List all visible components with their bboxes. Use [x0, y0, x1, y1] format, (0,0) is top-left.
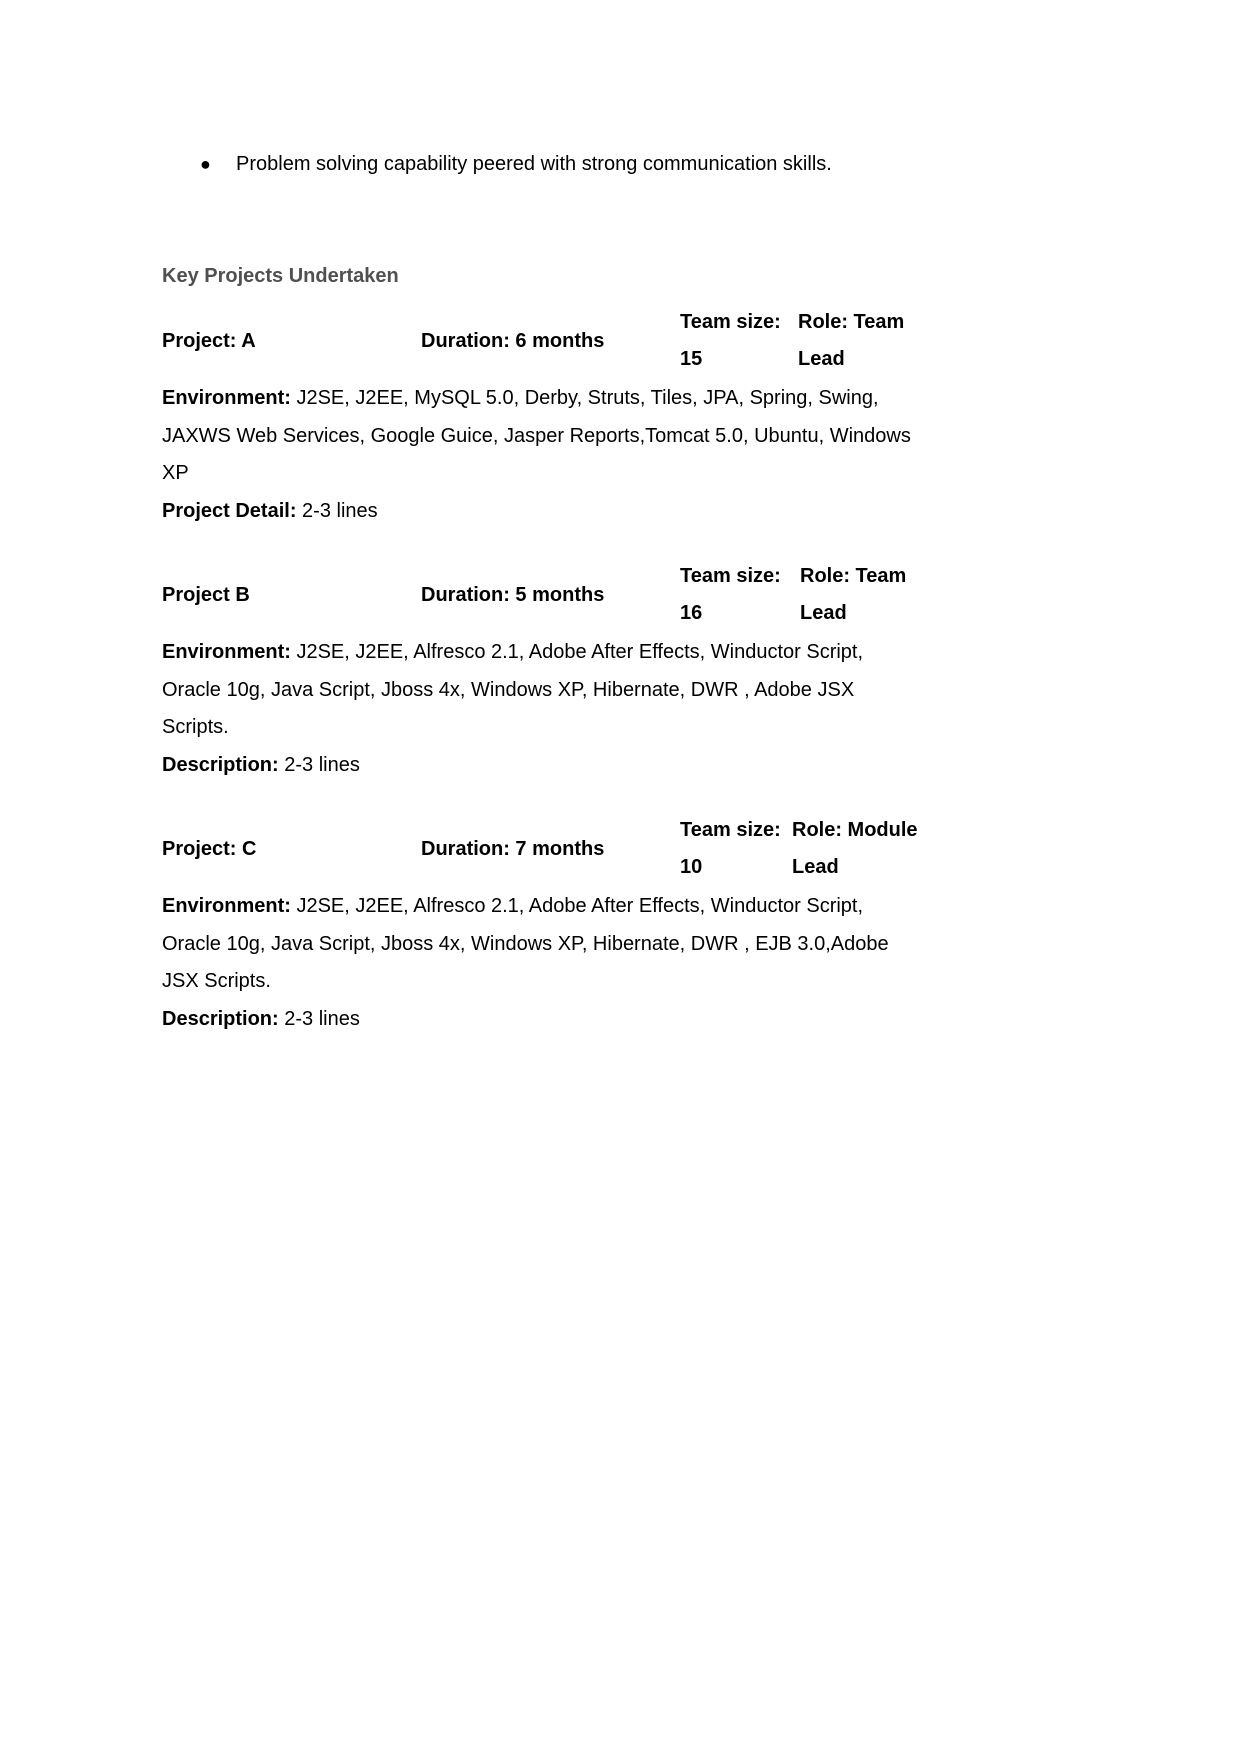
- environment-label: Environment:: [162, 895, 291, 917]
- project-header: [162, 558, 962, 634]
- project-team-size: [680, 558, 798, 632]
- project-role: [798, 304, 928, 378]
- bullet-text: Problem solving capability peered with strong communication skills.: [236, 153, 832, 175]
- role-value: Lead: [792, 856, 839, 878]
- environment-text: J2SE, J2EE, Alfresco 2.1, Adobe After Effects, Winductor Script,: [290, 641, 864, 663]
- environment-line: Oracle 10g, Java Script, Jboss 4x, Windows XP, Hibernate, DWR , Adobe JSX: [162, 678, 855, 701]
- environment-line: [162, 634, 962, 672]
- detail-text: 2-3 lines: [278, 753, 360, 776]
- environment-label: Environment:: [162, 387, 291, 409]
- project-header: [162, 304, 962, 380]
- project-block-a: [162, 304, 962, 530]
- project-header: [162, 812, 962, 888]
- environment-line: XP: [162, 462, 189, 484]
- environment-line: Oracle 10g, Java Script, Jboss 4x, Windows XP, Hibernate, DWR , EJB 3.0,Adobe: [162, 932, 889, 955]
- project-duration: Duration: 6 months: [421, 330, 605, 352]
- team-size-value: 15: [680, 348, 703, 370]
- detail-label: Description:: [162, 1007, 279, 1030]
- bullet-item: [200, 150, 832, 178]
- detail-line: [162, 493, 962, 531]
- section-heading: Key Projects Undertaken: [162, 265, 399, 287]
- role-label: Role: Module: [792, 819, 918, 841]
- team-size-label: Team size:: [680, 311, 781, 333]
- project-block-b: [162, 558, 962, 784]
- environment-text: J2SE, J2EE, MySQL 5.0, Derby, Struts, Tiles, JPA, Spring, Swing,: [290, 387, 879, 409]
- project-team-size: [680, 812, 798, 886]
- project-team-size: [680, 304, 798, 378]
- team-size-label: Team size:: [680, 565, 781, 587]
- project-body: [162, 380, 962, 530]
- environment-line: JAXWS Web Services, Google Guice, Jasper Reports,Tomcat 5.0, Ubuntu, Windows: [162, 424, 911, 447]
- detail-text: 2-3 lines: [296, 499, 378, 522]
- detail-line: [162, 747, 962, 785]
- environment-label: Environment:: [162, 641, 291, 663]
- team-size-value: 16: [680, 602, 703, 624]
- project-role: [792, 812, 922, 886]
- project-body: [162, 888, 962, 1038]
- role-value: Lead: [800, 602, 847, 624]
- project-name: Project: C: [162, 838, 257, 860]
- environment-text: J2SE, J2EE, Alfresco 2.1, Adobe After Effects, Winductor Script,: [290, 895, 864, 917]
- project-name: Project: A: [162, 330, 256, 352]
- environment-line: [162, 380, 962, 418]
- environment-line: [162, 888, 962, 926]
- role-value: Lead: [798, 348, 845, 370]
- detail-label: Description:: [162, 753, 279, 776]
- environment-line: JSX Scripts.: [162, 970, 271, 992]
- detail-line: [162, 1001, 962, 1039]
- project-role: [800, 558, 930, 632]
- project-block-c: [162, 812, 962, 1038]
- project-body: [162, 634, 962, 784]
- team-size-value: 10: [680, 856, 703, 878]
- role-label: Role: Team: [798, 311, 905, 333]
- detail-label: Project Detail:: [162, 499, 297, 522]
- project-duration: Duration: 7 months: [421, 838, 605, 860]
- project-name: Project B: [162, 584, 250, 606]
- environment-line: Scripts.: [162, 716, 229, 738]
- role-label: Role: Team: [800, 565, 907, 587]
- team-size-label: Team size:: [680, 819, 781, 841]
- project-duration: Duration: 5 months: [421, 584, 605, 606]
- detail-text: 2-3 lines: [278, 1007, 360, 1030]
- bullet-dot-icon: ●: [200, 154, 211, 174]
